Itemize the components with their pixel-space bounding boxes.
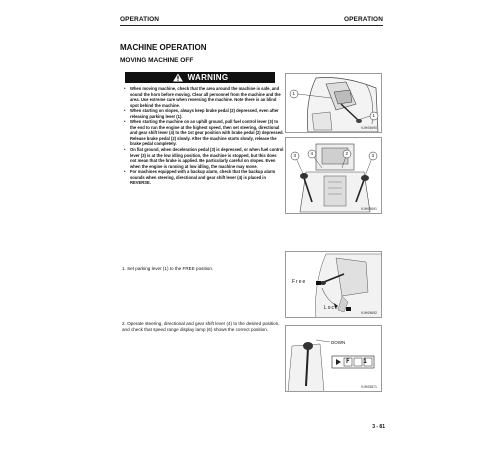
figure-gear-shift — [285, 325, 382, 392]
subsection-title: MOVING MACHINE OFF — [120, 57, 194, 64]
warning-banner — [125, 72, 275, 83]
warning-triangle-icon — [172, 73, 184, 82]
callout-2: 2 — [345, 150, 349, 156]
figure-code: 9JH05692 — [361, 311, 377, 315]
free-label: Free — [292, 279, 307, 285]
figure-cab-controls — [285, 137, 382, 214]
page-number: 3 - 81 — [372, 424, 385, 430]
callout-1-side: 1 — [372, 112, 376, 118]
header-rule — [120, 25, 383, 26]
warning-item: • When starting the machine on an uphill ground, pull fuel control lever (3) to the end to run the engine at the highest speed, then set steering, directional and gear shift lever (4) to the 1st gear position with brake pedal (2) depressed. Release brake pedal (2) slowly. After the machine starts slowly, release the brake pedal completely. — [124, 119, 284, 147]
warning-item: • For machines equipped with a backup alarm, check that the backup alarm sounds when steering, directional and gear shift lever (4) is placed in REVERSE. — [124, 169, 284, 186]
warning-list — [124, 86, 284, 186]
figure-free-lock — [285, 251, 382, 318]
header-right: OPERATION — [343, 16, 383, 23]
warning-item: • When moving machine, check that the area around the machine is safe, and sound the horn before moving. Clear all personnel from the machine and the area. Use extreme care when reversing the machine. Note there is an blind spot behind the machine. — [124, 86, 284, 108]
warning-item: • On flat ground, when deceleration pedal (3) is depressed, or when fuel control lever (3) is at the low idling position, the machine is stopped, but this does not mean that the brake is applied. Be particularly careful on slopes. Even when the engine is running at low idling, the machine may move. — [124, 147, 284, 169]
step-1: 1. Set parking lever (1) to the FREE position. — [122, 266, 214, 271]
step-2: 2. Operate steering, directional and gear shift lever (4) to the desired position, and check that speed range display lamp (6) shows the correct position. — [122, 321, 280, 333]
figure-code: 9JH05871 — [361, 385, 377, 389]
section-title: MACHINE OPERATION — [120, 43, 207, 52]
callout-1-top: 1 — [292, 90, 296, 96]
mode-label: DOWN — [331, 340, 346, 345]
parking-lever-illustration — [286, 74, 382, 133]
warning-item: • When starting on slopes, always keep brake pedal (2) depressed, even after releasing parking lever (1). — [124, 108, 284, 119]
header-left: OPERATION — [120, 16, 160, 23]
warning-label: WARNING — [187, 73, 229, 82]
figure-code: 9JH05691 — [361, 207, 377, 211]
callout-4: 4 — [310, 150, 314, 156]
callout-3-right: 3 — [371, 152, 375, 158]
cab-controls-illustration — [286, 138, 382, 214]
speed-display: F 1 — [346, 358, 372, 365]
figure-code: 9JH05690 — [361, 126, 377, 130]
lock-label: Lock — [324, 305, 339, 311]
figure-parking-lever — [285, 73, 382, 133]
callout-3-left: 3 — [293, 152, 297, 158]
